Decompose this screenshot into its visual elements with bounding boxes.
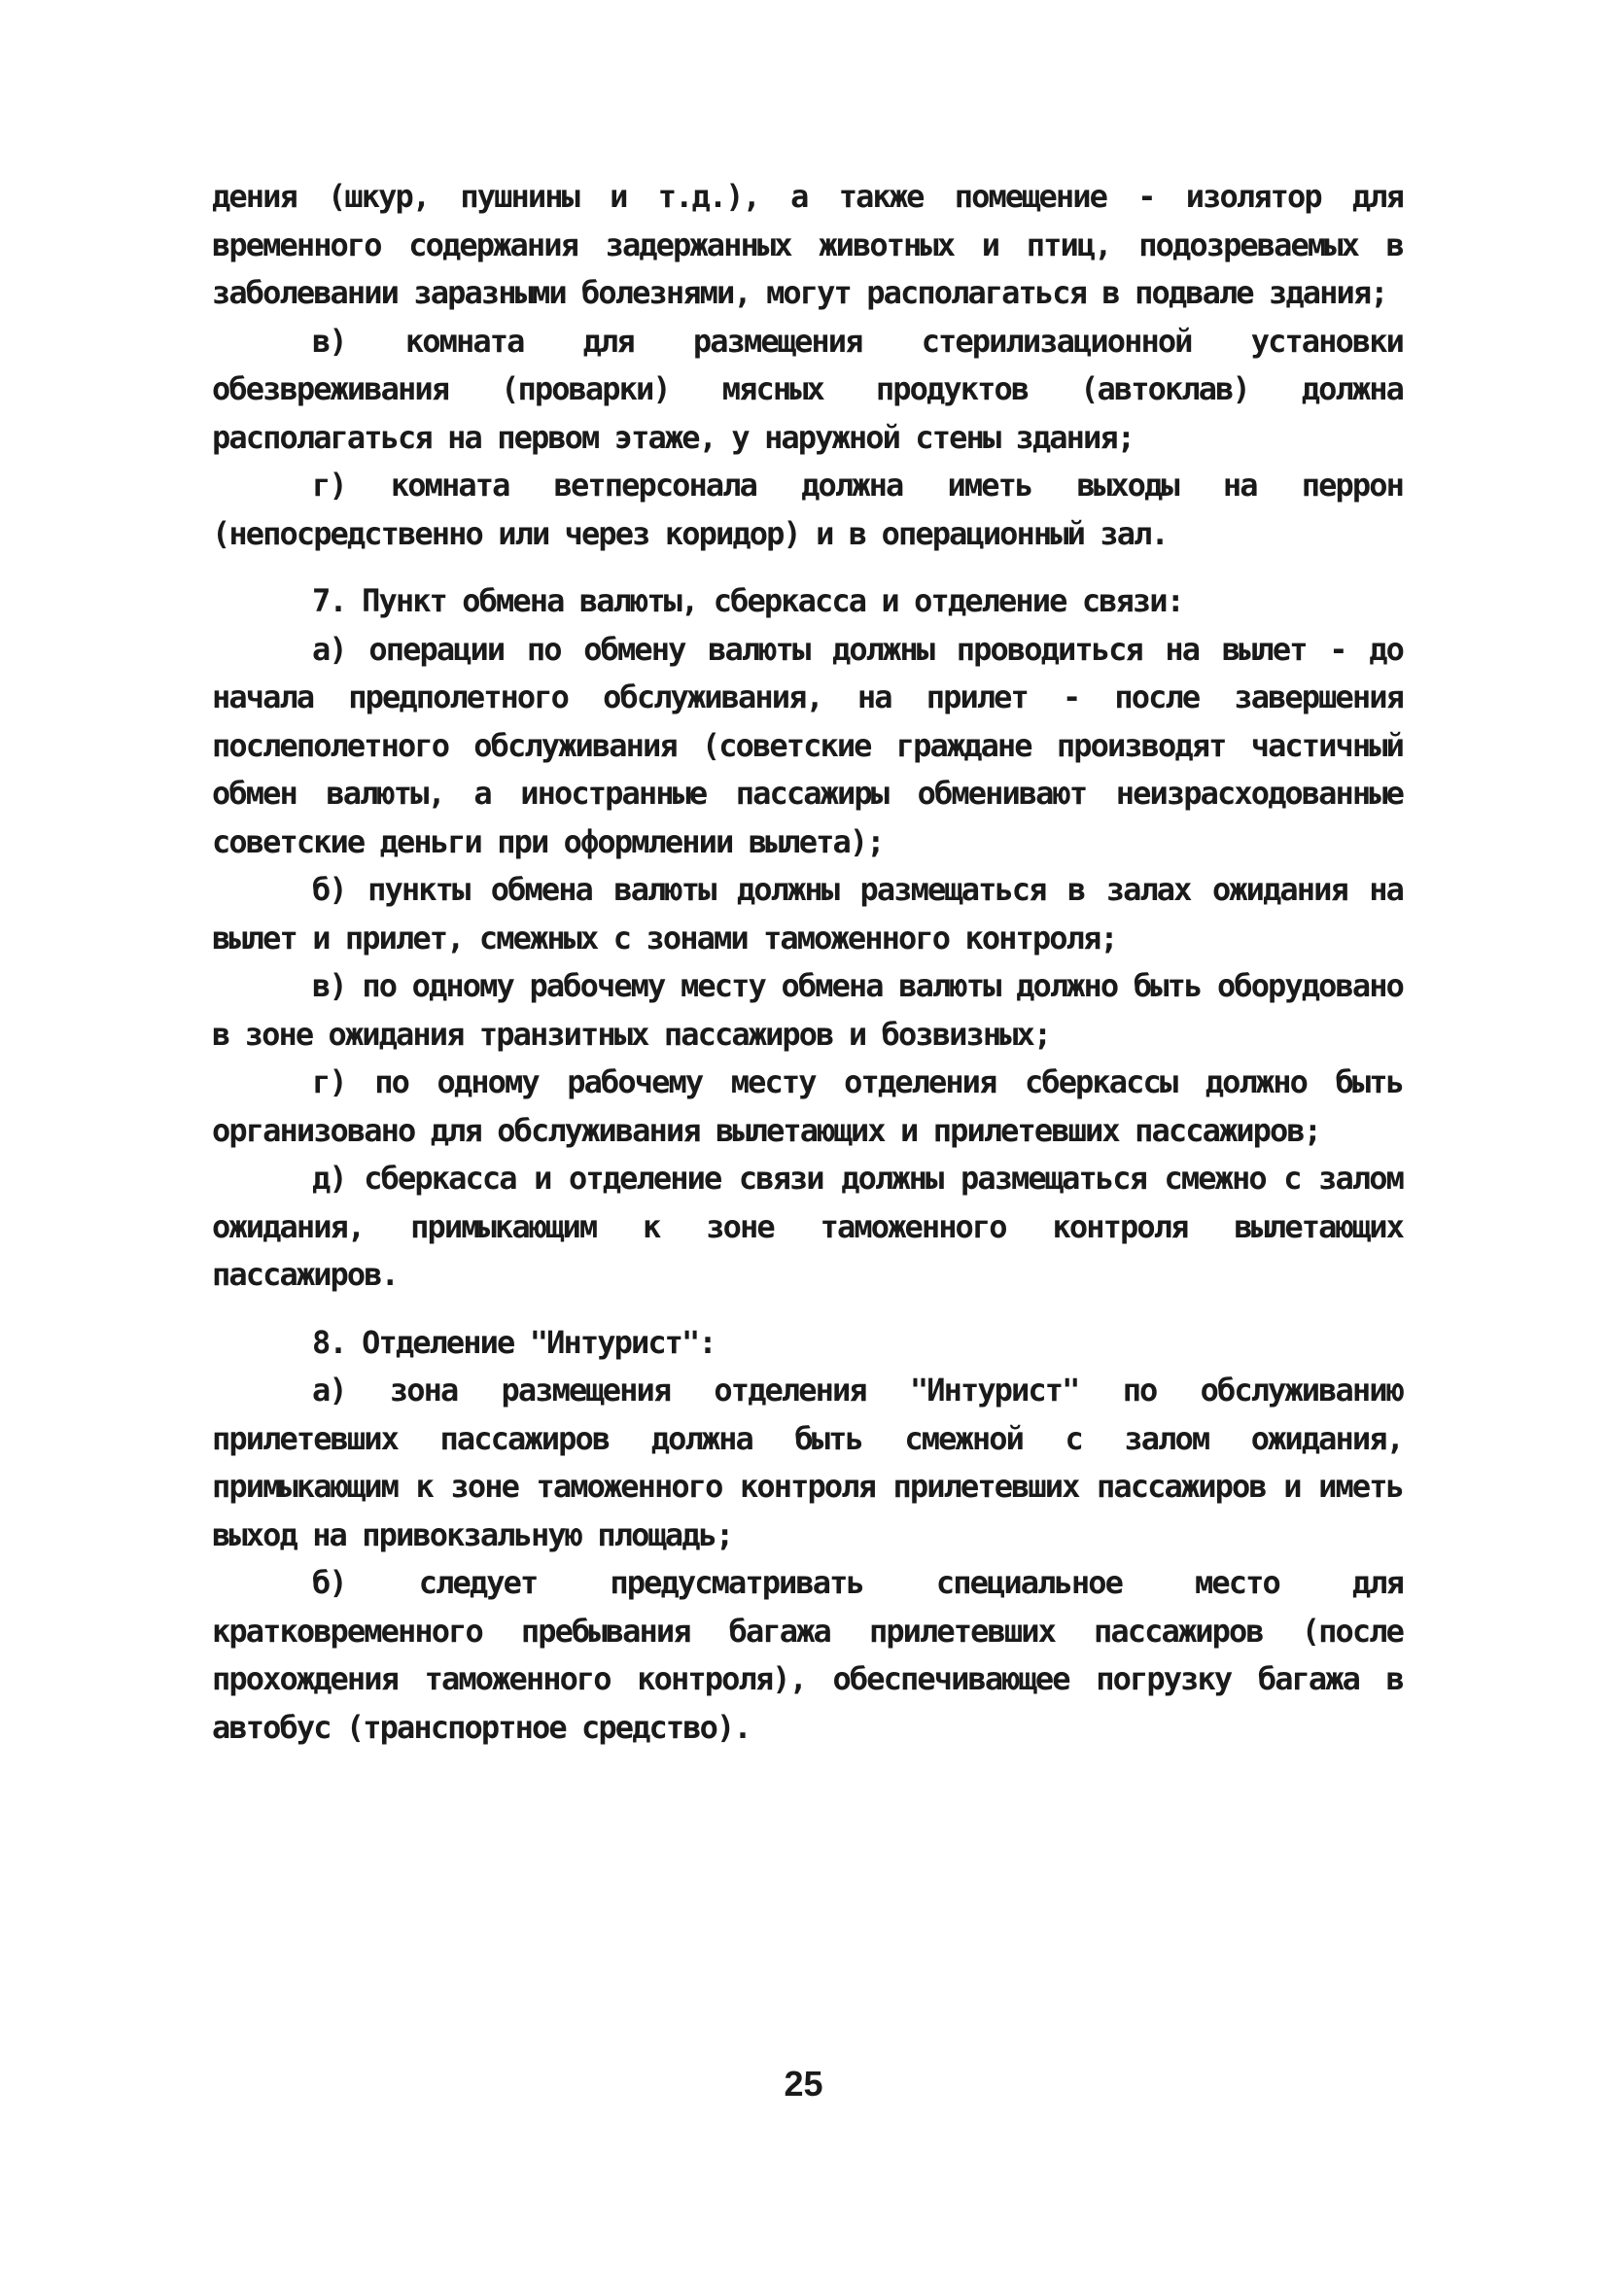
paragraph-continuation: дения (шкур, пушнины и т.д.), а также помещение - изолятор для временного содержания задержанных животных и птиц, подозреваемых в заболевании заразными болезнями, могут располагаться в подвале здания; xyxy=(212,178,1403,311)
paragraph-item-7a: а) операции по обмену валюты должны проводиться на вылет - до начала предполетного обслуживания, на прилет - после завершения послеполетного обслуживания (советские граждане производят частичный обмен валюты, а иностранные пассажиры обменивают неизрасходованные советские деньги при оформлении вылета); xyxy=(212,630,1403,860)
paragraph-item-6g: г) комната ветперсонала должна иметь выходы на перрон (непосредственно или через коридор) и в операционный зал. xyxy=(212,467,1403,552)
body-text xyxy=(212,173,1403,1752)
section-heading-8: 8. Отделение "Интурист": xyxy=(312,1323,716,1361)
section-heading-7: 7. Пункт обмена валюты, сберкасса и отделение связи: xyxy=(312,582,1184,619)
page-number: 25 xyxy=(784,2064,823,2104)
paragraph-item-7d: д) сберкасса и отделение связи должны размещаться смежно с залом ожидания, примыкающим к зоне таможенного контроля вылетающих пассажиров. xyxy=(212,1160,1403,1293)
paragraph-item-8a: а) зона размещения отделения "Интурист" по обслуживанию прилетевших пассажиров должна быть смежной с залом ожидания, примыкающим к зоне таможенного контроля прилетевших пассажиров и иметь выход на привокзальную площадь; xyxy=(212,1372,1403,1553)
paragraph-item-7b: б) пункты обмена валюты должны размещаться в залах ожидания на вылет и прилет, смежных с зонами таможенного контроля; xyxy=(212,871,1403,957)
paragraph-item-8b: б) следует предусматривать специальное место для кратковременного пребывания багажа прилетевших пассажиров (после прохождения таможенного контроля), обеспечивающее погрузку багажа в автобус (транспортное средство). xyxy=(212,1564,1403,1746)
paragraph-item-7g: г) по одному рабочему месту отделения сберкассы должно быть организовано для обслуживания вылетающих и прилетевших пассажиров; xyxy=(212,1063,1403,1149)
paragraph-item-7v: в) по одному рабочему месту обмена валюты должно быть оборудовано в зоне ожидания транзитных пассажиров и бозвизных; xyxy=(212,967,1403,1053)
paragraph-item-6v: в) комната для размещения стерилизационной установки обезвреживания (проварки) мясных продуктов (автоклав) должна располагаться на первом этаже, у наружной стены здания; xyxy=(212,322,1403,456)
